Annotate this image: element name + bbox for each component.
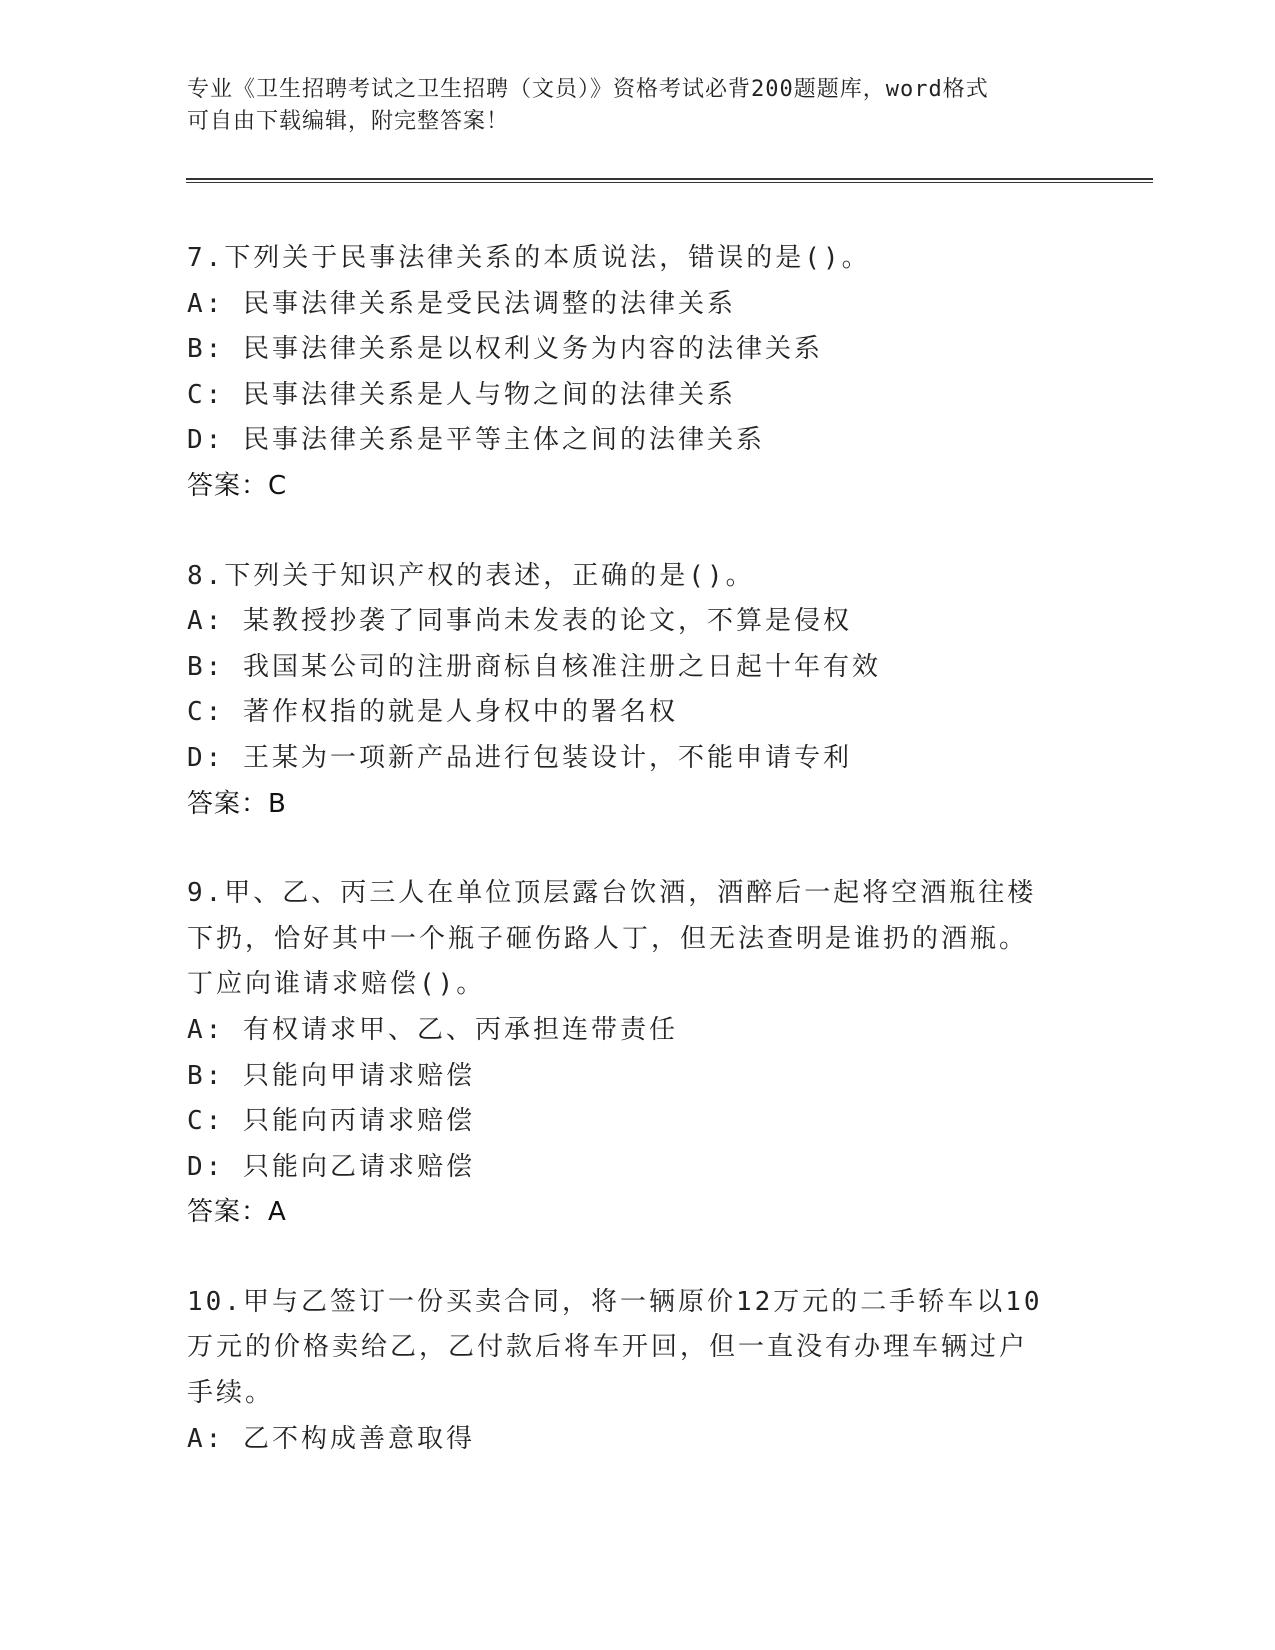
question-7	[187, 236, 1087, 510]
option-b: B: 我国某公司的注册商标自核准注册之日起十年有效	[187, 651, 881, 682]
question-stem: 7.下列关于民事法律关系的本质说法，错误的是()。	[187, 243, 871, 273]
option-a: A: 某教授抄袭了同事尚未发表的论文，不算是侵权	[187, 606, 852, 637]
option-c: C: 只能向丙请求赔偿	[187, 1106, 475, 1137]
question-10	[187, 1280, 1087, 1462]
header-line-2: 可自由下载编辑，附完整答案！	[187, 109, 510, 134]
option-d: D: 只能向乙请求赔偿	[187, 1151, 475, 1182]
option-b: B: 民事法律关系是以权利义务为内容的法律关系	[187, 334, 823, 365]
answer-label: 答案：B	[187, 788, 287, 819]
header-line-1: 专业《卫生招聘考试之卫生招聘（文员）》资格考试必背200题题库，word格式	[187, 77, 989, 102]
question-stem: 8.下列关于知识产权的表述，正确的是()。	[187, 560, 755, 591]
option-c: C: 著作权指的就是人身权中的署名权	[187, 697, 678, 728]
question-stem: 9.甲、乙、丙三人在单位顶层露台饮酒，酒醉后一起将空酒瓶往楼下扔，恰好其中一个瓶子砸伤路人丁，但无法查明是谁扔的酒瓶。丁应向谁请求赔偿()。	[187, 878, 1037, 1000]
option-a: A: 民事法律关系是受民法调整的法律关系	[187, 288, 736, 319]
answer-label: 答案：A	[187, 1197, 287, 1228]
question-9	[187, 871, 1087, 1236]
question-stem: 10.甲与乙签订一份买卖合同，将一辆原价12万元的二手轿车以10万元的价格卖给乙，乙付款后将车开回，但一直没有办理车辆过户手续。	[187, 1286, 1043, 1409]
option-b: B: 只能向甲请求赔偿	[187, 1060, 475, 1091]
answer-label: 答案：C	[187, 470, 288, 501]
option-d: D: 民事法律关系是平等主体之间的法律关系	[187, 425, 765, 456]
option-c: C: 民事法律关系是人与物之间的法律关系	[187, 379, 736, 410]
option-a: A: 有权请求甲、乙、丙承担连带责任	[187, 1014, 678, 1045]
question-list	[187, 236, 1087, 1506]
option-d: D: 王某为一项新产品进行包装设计，不能申请专利	[187, 742, 852, 773]
document-header	[187, 74, 1087, 138]
question-8	[187, 554, 1087, 828]
header-divider	[186, 178, 1153, 183]
option-a: A: 乙不构成善意取得	[187, 1423, 475, 1454]
